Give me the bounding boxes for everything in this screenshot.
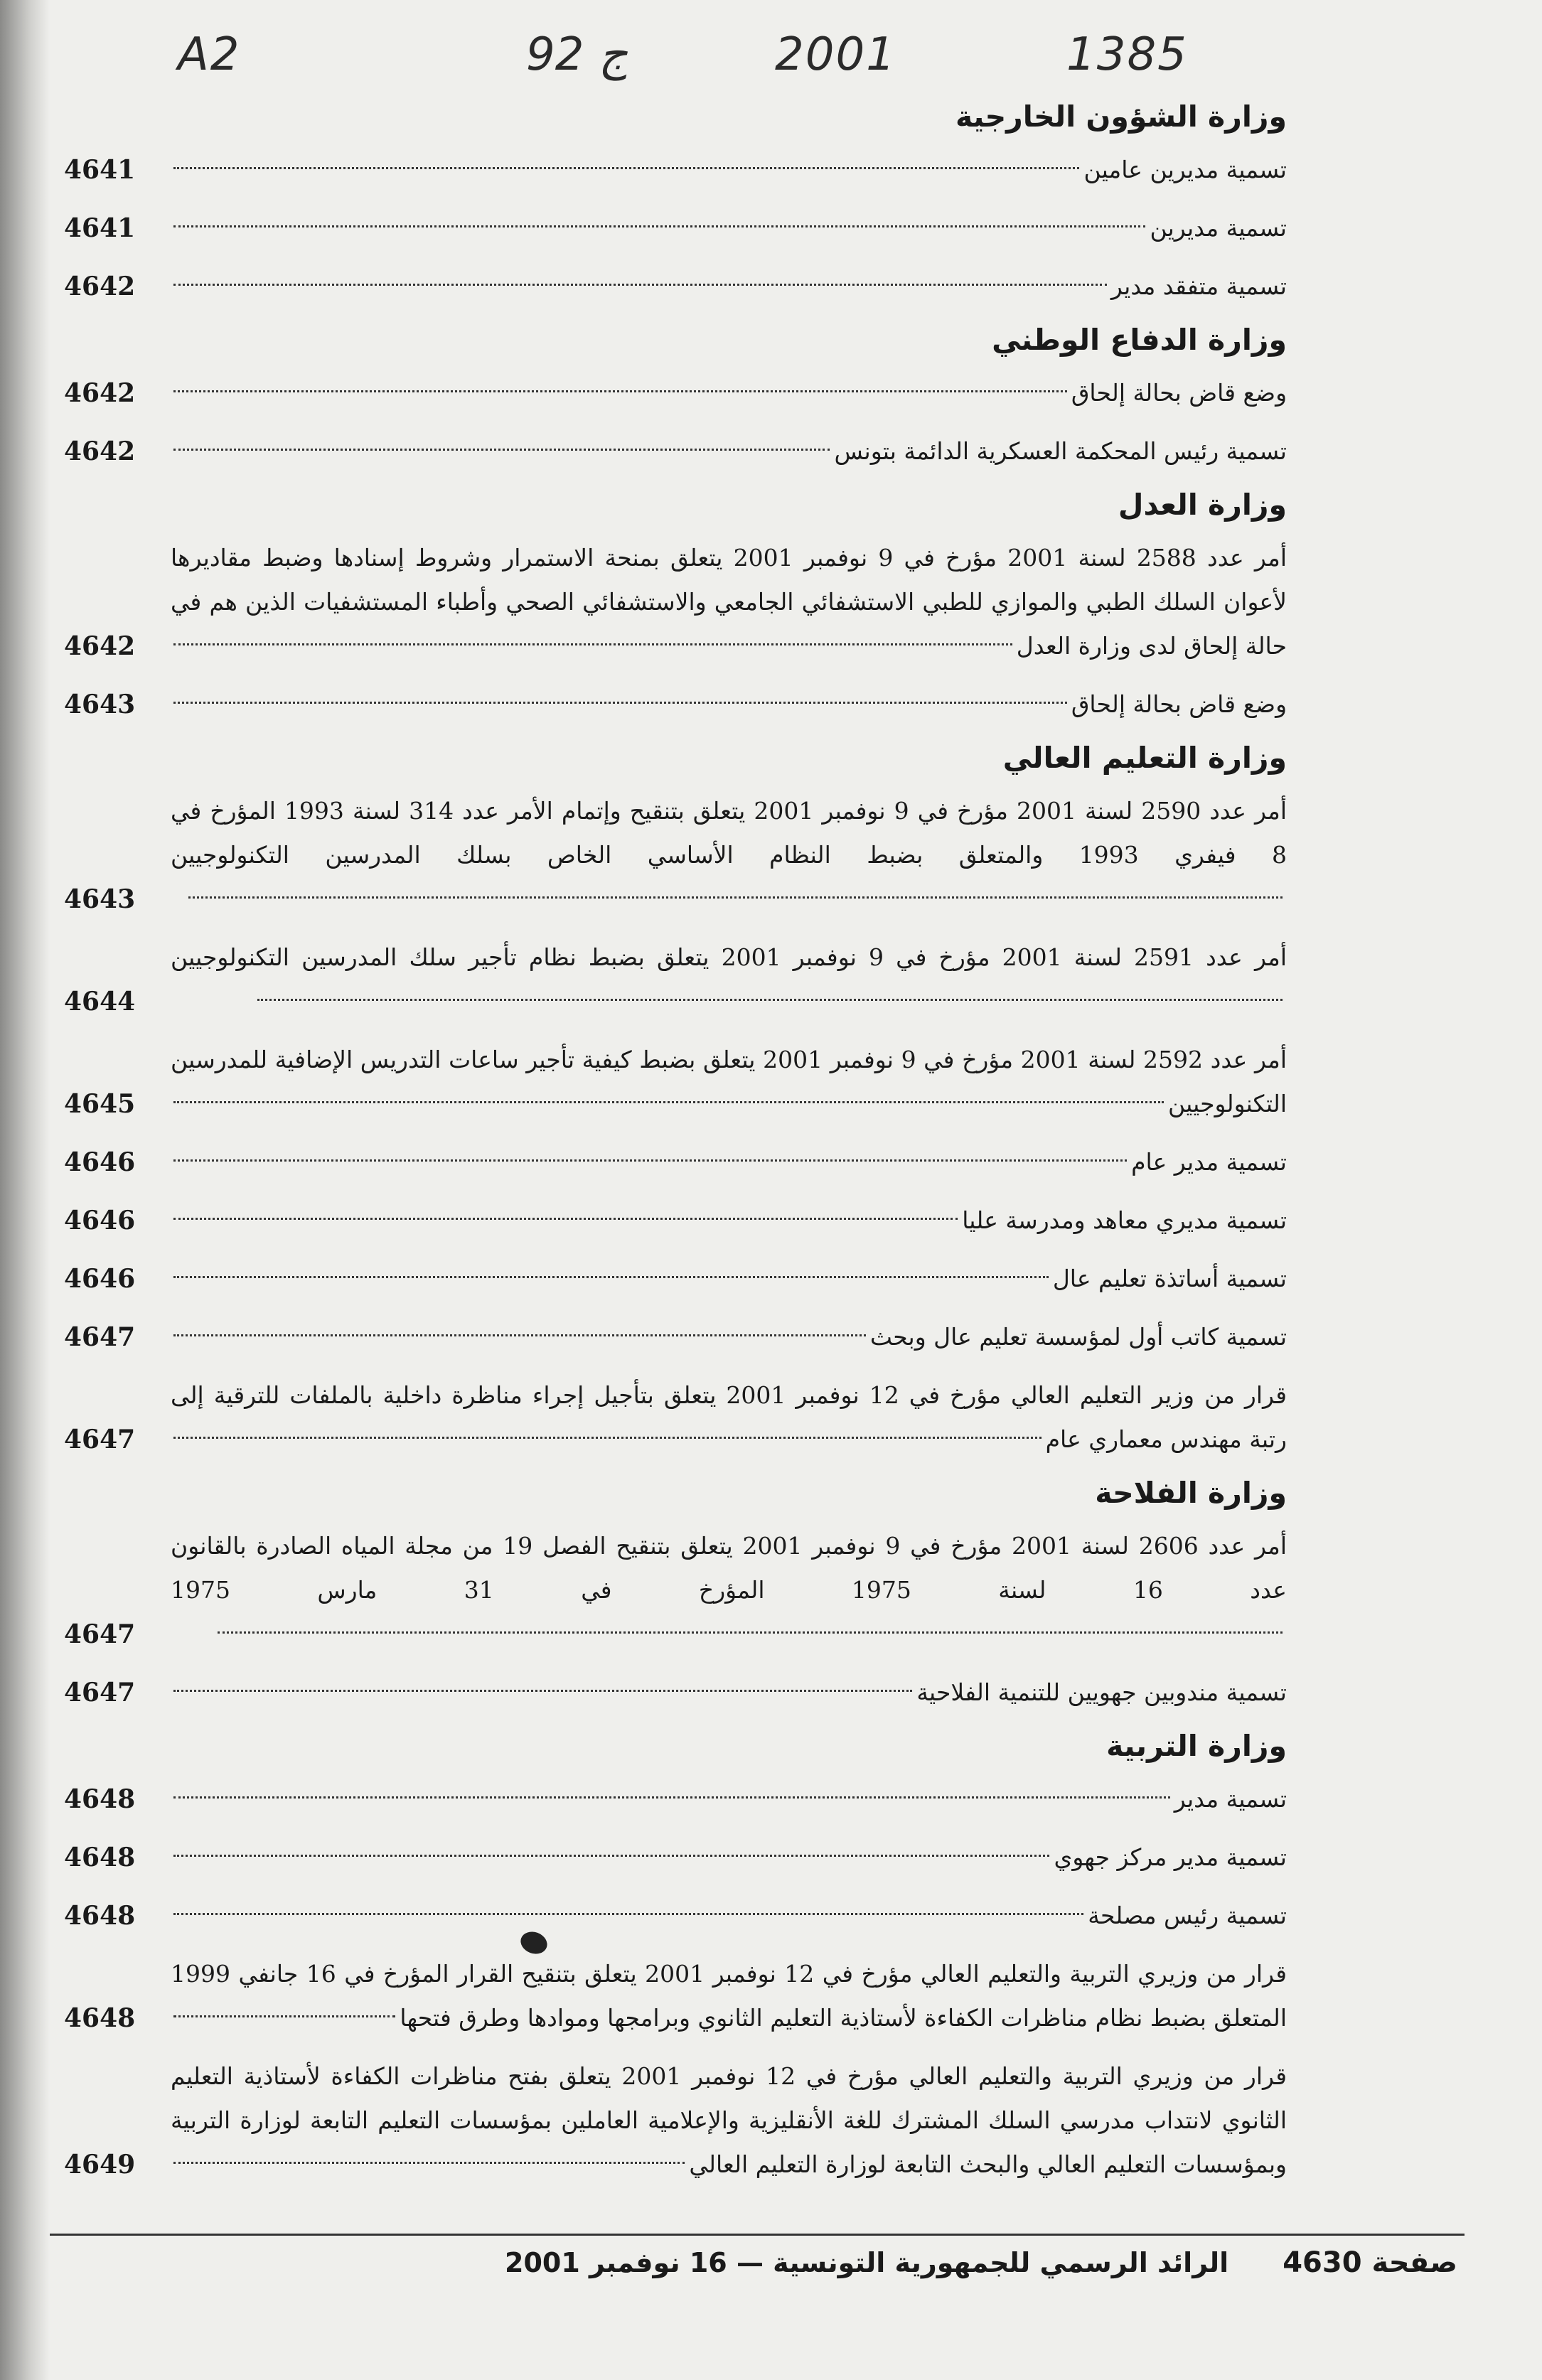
scan-edge-shadow bbox=[0, 0, 50, 2380]
section-title: وزارة الدفاع الوطني bbox=[992, 323, 1287, 357]
toc-entry-text: قرار من وزيري التربية والتعليم العالي مؤرخ في 12 نوفمبر 2001 يتعلق بفتح مناظرات الكفاءة لأستاذية التعليم الثانوي لانتداب مدرسي السلك المشترك للغة الأنقليزية والإعلامية العاملين بمؤسسات التعليم التابعة لوزارة التربية وبمؤسسات التعليم العالي والبحث التابعة لوزارة التعليم العالي bbox=[171, 2062, 1287, 2178]
toc-entry-text: أمر عدد 2592 لسنة 2001 مؤرخ في 9 نوفمبر 2001 يتعلق بضبط كيفية تأجير ساعات التدريس الإضافية للمدرسين التكنولوجيين bbox=[171, 1046, 1287, 1117]
dot-leader bbox=[173, 1159, 1127, 1162]
toc-entry-text: تسمية مديري معاهد ومدرسة عليا bbox=[962, 1206, 1287, 1234]
toc-entry-text-block bbox=[171, 206, 1287, 250]
toc-entry-text: وضع قاض بحالة إلحاق bbox=[1071, 379, 1287, 407]
toc-entry[interactable] bbox=[64, 936, 1287, 1024]
toc-entry-text-block bbox=[171, 1835, 1287, 1880]
section-title: وزارة الشؤون الخارجية bbox=[955, 100, 1287, 134]
toc-entry[interactable] bbox=[64, 371, 1287, 415]
toc-page-number: 4641 bbox=[64, 155, 136, 185]
toc-entry-text: وضع قاض بحالة إلحاق bbox=[1071, 690, 1287, 718]
toc-entry[interactable] bbox=[64, 264, 1287, 309]
toc-entry-text: تسمية مدير عام bbox=[1131, 1148, 1287, 1176]
toc-entry[interactable] bbox=[64, 536, 1287, 668]
dot-leader bbox=[173, 1913, 1083, 1915]
page-footer bbox=[64, 2246, 1457, 2279]
toc-page-number: 4644 bbox=[64, 987, 136, 1017]
dot-leader bbox=[173, 1796, 1170, 1799]
toc-entry-text: تسمية كاتب أول لمؤسسة تعليم عال وبحث bbox=[869, 1323, 1287, 1351]
toc-entry-text: تسمية مدير مركز جهوي bbox=[1054, 1843, 1287, 1871]
toc-entry-text-block bbox=[171, 429, 1287, 473]
toc-page-number: 4648 bbox=[64, 1901, 136, 1931]
toc-page-number: 4646 bbox=[64, 1264, 136, 1294]
dot-leader bbox=[173, 390, 1067, 392]
handwritten-note-4: 1385 bbox=[1066, 28, 1188, 81]
toc-entry[interactable] bbox=[64, 1524, 1287, 1656]
toc-page-number: 4643 bbox=[64, 690, 136, 719]
toc-entry[interactable] bbox=[64, 429, 1287, 473]
toc-entry-text-block bbox=[171, 148, 1287, 192]
dot-leader bbox=[218, 1631, 1283, 1634]
toc-page-number: 4641 bbox=[64, 213, 136, 243]
toc-entry-text: تسمية مديرين bbox=[1150, 214, 1287, 242]
toc-entry-text-block bbox=[171, 1038, 1287, 1126]
toc-entry-text-block bbox=[171, 1952, 1287, 2040]
footer-journal-title: الرائد الرسمي للجمهورية التونسية — 16 نوفمبر 2001 bbox=[505, 2247, 1229, 2278]
toc-entry-text-block bbox=[171, 936, 1287, 1024]
toc-entry-text-block bbox=[171, 789, 1287, 921]
toc-entry[interactable] bbox=[64, 1038, 1287, 1126]
toc-entry-text-block bbox=[171, 264, 1287, 309]
toc-entry-text: تسمية أساتذة تعليم عال bbox=[1052, 1265, 1287, 1292]
dot-leader bbox=[257, 999, 1283, 1001]
toc-page-number: 4648 bbox=[64, 1784, 136, 1814]
toc-section bbox=[64, 1476, 1287, 1715]
toc-entry[interactable] bbox=[64, 206, 1287, 250]
toc-page-number: 4646 bbox=[64, 1147, 136, 1177]
dot-leader bbox=[173, 1334, 866, 1336]
dot-leader bbox=[173, 1101, 1164, 1103]
handwritten-note-2: 92 ج bbox=[526, 28, 628, 81]
toc-page-number: 4648 bbox=[64, 2003, 136, 2033]
toc-entry-text: أمر عدد 2606 لسنة 2001 مؤرخ في 9 نوفمبر 2001 يتعلق بتنقيح الفصل 19 من مجلة المياه الصادرة بالقانون عدد 16 لسنة 1975 المؤرخ في 31 مارس 1975 bbox=[171, 1532, 1287, 1604]
toc-entry-text-block bbox=[171, 536, 1287, 668]
toc-page-number: 4643 bbox=[64, 884, 136, 914]
toc-entry[interactable] bbox=[64, 1140, 1287, 1184]
toc-entry-text-block bbox=[171, 1315, 1287, 1359]
toc-entry-text-block bbox=[171, 2054, 1287, 2187]
dot-leader bbox=[173, 643, 1012, 645]
toc-entry[interactable] bbox=[64, 1373, 1287, 1462]
section-title: وزارة الفلاحة bbox=[1095, 1476, 1287, 1510]
toc-entry-text: أمر عدد 2591 لسنة 2001 مؤرخ في 9 نوفمبر 2001 يتعلق بضبط نظام تأجير سلك المدرسين التكنولوجيين bbox=[171, 943, 1287, 971]
dot-leader bbox=[173, 702, 1067, 704]
toc-page-number: 4648 bbox=[64, 1843, 136, 1872]
toc-entry-text-block bbox=[171, 1373, 1287, 1462]
section-title: وزارة العدل bbox=[1118, 488, 1287, 522]
toc-entry-text: أمر عدد 2590 لسنة 2001 مؤرخ في 9 نوفمبر 2001 يتعلق بتنقيح وإتمام الأمر عدد 314 لسنة 1993 المؤرخ في 8 فيفري 1993 والمتعلق بضبط النظام الأساسي الخاص بسلك المدرسين التكنولوجيين bbox=[171, 797, 1287, 869]
toc-entry-text: قرار من وزير التعليم العالي مؤرخ في 12 نوفمبر 2001 يتعلق بتأجيل إجراء مناظرة داخلية بالملفات للترقية إلى رتبة مهندس معماري عام bbox=[171, 1381, 1287, 1453]
dot-leader bbox=[173, 2015, 395, 2017]
toc-page-number: 4649 bbox=[64, 2150, 136, 2180]
toc-entry-text: تسمية مديرين عامين bbox=[1083, 156, 1287, 183]
section-title: وزارة التربية bbox=[1106, 1729, 1287, 1763]
toc-entry[interactable] bbox=[64, 148, 1287, 192]
toc-section bbox=[64, 741, 1287, 1462]
table-of-contents bbox=[64, 92, 1287, 2201]
toc-entry[interactable] bbox=[64, 2054, 1287, 2187]
toc-entry[interactable] bbox=[64, 789, 1287, 921]
toc-page-number: 4647 bbox=[64, 1322, 136, 1352]
toc-entry-text-block bbox=[171, 1257, 1287, 1301]
toc-entry[interactable] bbox=[64, 1671, 1287, 1715]
toc-section bbox=[64, 323, 1287, 473]
footer-divider bbox=[50, 2234, 1465, 2236]
handwritten-note-1: A2 bbox=[178, 28, 241, 81]
toc-page-number: 4646 bbox=[64, 1206, 136, 1235]
toc-entry-text: تسمية مندوبين جهويين للتنمية الفلاحية bbox=[916, 1678, 1287, 1706]
dot-leader bbox=[173, 449, 830, 451]
toc-section bbox=[64, 1729, 1287, 2187]
toc-page-number: 4647 bbox=[64, 1678, 136, 1708]
toc-entry-text-block bbox=[171, 1199, 1287, 1243]
toc-entry[interactable] bbox=[64, 1835, 1287, 1880]
toc-entry-text: تسمية متفقد مدير bbox=[1110, 272, 1287, 300]
toc-entry[interactable] bbox=[64, 1777, 1287, 1821]
dot-leader bbox=[188, 896, 1283, 899]
toc-entry-text-block bbox=[171, 1894, 1287, 1938]
dot-leader bbox=[173, 1218, 958, 1220]
dot-leader bbox=[173, 167, 1079, 169]
toc-entry-text: تسمية رئيس مصلحة bbox=[1088, 1902, 1287, 1929]
toc-entry-text-block bbox=[171, 1777, 1287, 1821]
toc-entry[interactable] bbox=[64, 1894, 1287, 1938]
toc-section bbox=[64, 100, 1287, 309]
toc-page-number: 4645 bbox=[64, 1089, 136, 1119]
dot-leader bbox=[173, 2162, 685, 2164]
toc-entry-text-block bbox=[171, 682, 1287, 727]
toc-entry-text: أمر عدد 2588 لسنة 2001 مؤرخ في 9 نوفمبر 2001 يتعلق بمنحة الاستمرار وشروط إسنادها وضبط مقاديرها لأعوان السلك الطبي والموازي للطبي الاستشفائي الجامعي والاستشفائي الصحي وأطباء المستشفيات الذين هم في حالة إلحاق لدى وزارة العدل bbox=[171, 544, 1287, 660]
dot-leader bbox=[173, 1690, 912, 1692]
dot-leader bbox=[173, 284, 1107, 286]
toc-entry-text-block bbox=[171, 1140, 1287, 1184]
toc-page-number: 4642 bbox=[64, 436, 136, 466]
toc-section bbox=[64, 488, 1287, 727]
toc-entry[interactable] bbox=[64, 682, 1287, 727]
toc-entry[interactable] bbox=[64, 1952, 1287, 2040]
toc-entry-text-block bbox=[171, 1671, 1287, 1715]
toc-entry[interactable] bbox=[64, 1315, 1287, 1359]
toc-page-number: 4647 bbox=[64, 1619, 136, 1649]
toc-entry-text-block bbox=[171, 1524, 1287, 1656]
dot-leader bbox=[173, 1276, 1049, 1278]
toc-page-number: 4642 bbox=[64, 631, 136, 661]
toc-page-number: 4647 bbox=[64, 1425, 136, 1454]
toc-entry-text: تسمية مدير bbox=[1174, 1785, 1287, 1813]
toc-entry-text: تسمية رئيس المحكمة العسكرية الدائمة بتونس bbox=[834, 437, 1287, 465]
toc-page-number: 4642 bbox=[64, 378, 136, 408]
section-title: وزارة التعليم العالي bbox=[1002, 741, 1287, 775]
toc-entry[interactable] bbox=[64, 1199, 1287, 1243]
handwritten-note-3: 2001 bbox=[775, 28, 896, 81]
footer-page-number: صفحة 4630 bbox=[1283, 2246, 1457, 2279]
dot-leader bbox=[173, 1437, 1042, 1439]
toc-entry-text: قرار من وزيري التربية والتعليم العالي مؤرخ في 12 نوفمبر 2001 يتعلق بتنقيح القرار المؤرخ في 16 جانفي 1999 المتعلق بضبط نظام مناظرات الكفاءة لأستاذية التعليم الثانوي وبرامجها وموادها وطرق فتحها bbox=[171, 1960, 1287, 2032]
toc-entry[interactable] bbox=[64, 1257, 1287, 1301]
toc-page-number: 4642 bbox=[64, 272, 136, 301]
toc-entry-text-block bbox=[171, 371, 1287, 415]
dot-leader bbox=[173, 225, 1145, 227]
dot-leader bbox=[173, 1855, 1049, 1857]
